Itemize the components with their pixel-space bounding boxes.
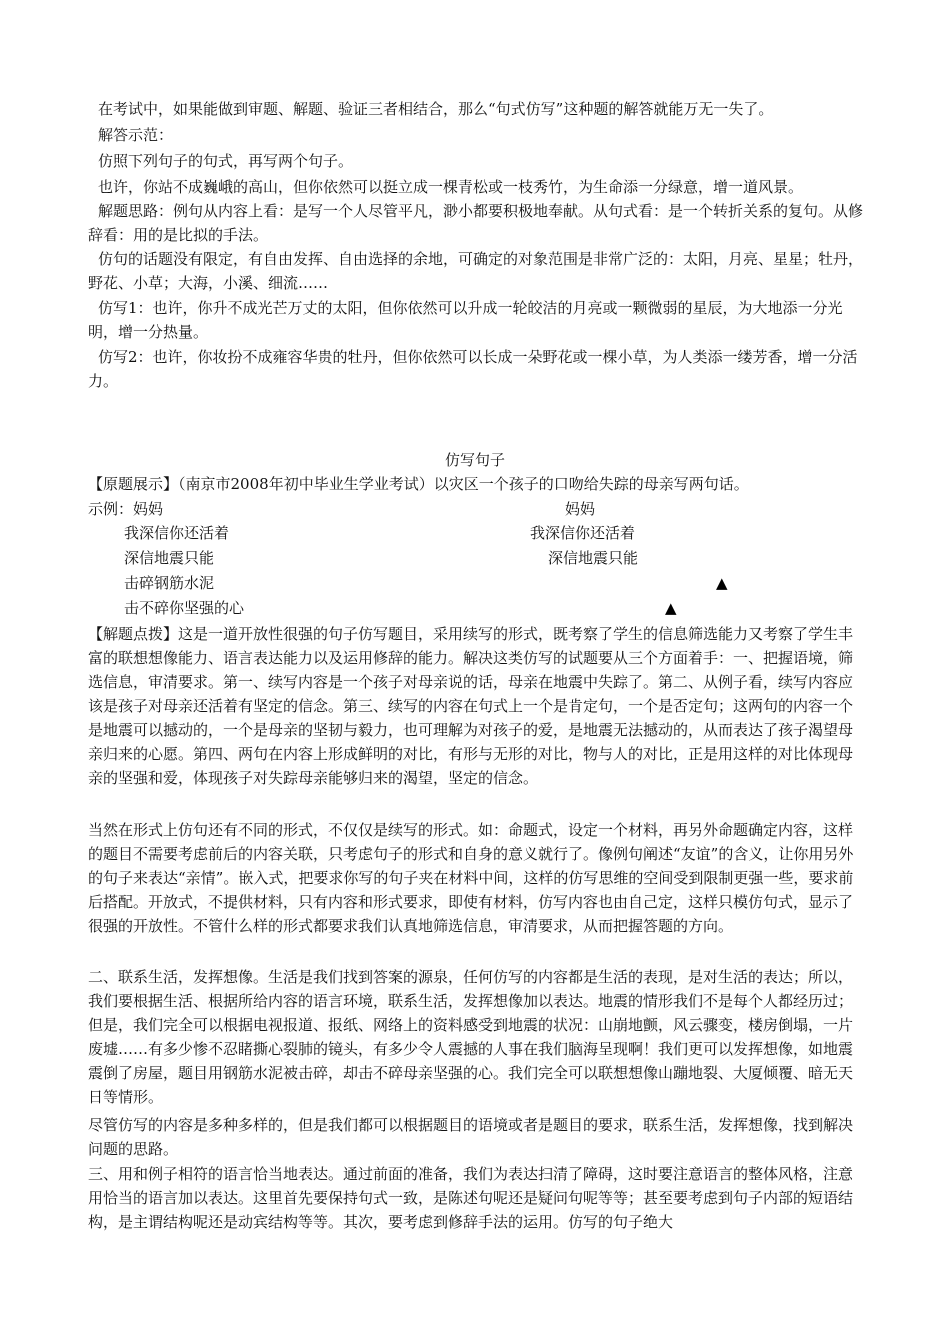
triangle-marker-1: ▲ <box>716 574 728 592</box>
original-text: （南京市2008年初中毕业生学业考试）以灾区一个孩子的口吻给失踪的母亲写两句话。 <box>178 475 749 493</box>
example-label: 示例：妈妈 <box>88 500 164 518</box>
example-left-line-2: 深信地震只能 <box>124 549 215 567</box>
paragraph-exam-tip: 在考试中，如果能做到审题、解题、验证三者相结合，那么“句式仿写”这种题的解答就能万无一失了。 <box>98 100 774 118</box>
analysis-heading: 【解题点拨】 <box>88 625 179 643</box>
paragraph-solution-idea: 解题思路：例句从内容上看：是写一个人尽管平凡，渺小都要积极地奉献。从句式看：是一个转折关系的复句。从修辞看：用的是比拟的手法。 <box>88 202 864 244</box>
example-right-line-3: 深信地震只能 <box>548 549 639 567</box>
analysis-paragraph-2: 当然在形式上仿句还有不同的形式，不仅仅是续写的形式。如：命题式，设定一个材料，再另外命题确定内容，这样的题目不需要考虑前后的内容关联，只考虑句子的形式和自身的意义就行了。像例句阐述“友谊”的含义，让你用另外的句子来表达“亲情”。嵌入式，把要求你写的句子夹在材料中间，这样的仿写思维的空间受到限制更强一些，要求前后搭配。开放式，不提供材料，只有内容和形式要求，即使有材料，仿写内容也由自己定，这样只模仿句式，显示了很强的开放性。不管什么样的形式都要求我们认真地筛选信息，审清要求，从而把握答题的方向。 <box>88 821 854 935</box>
section-title: 仿写句子 <box>444 451 505 469</box>
example-left-line-1: 我深信你还活着 <box>124 524 230 542</box>
paragraph-imitation-1: 仿写1：也许，你升不成光芒万丈的太阳，但你依然可以升成一轮皎洁的月亮或一颗微弱的星辰，为大地添一分光明，增一分热量。 <box>88 299 843 341</box>
paragraph-topic-scope: 仿句的话题没有限定，有自由发挥、自由选择的余地，可确定的对象范围是非常广泛的：太阳，月亮、星星；牡丹，野花、小草；大海，小溪、细流…… <box>88 250 864 292</box>
paragraph-demo-label: 解答示范： <box>98 126 174 144</box>
triangle-marker-2: ▲ <box>665 599 677 617</box>
original-heading: 【原题展示】 <box>88 475 179 493</box>
analysis-paragraph-5: 三、用和例子相符的语言恰当地表达。通过前面的准备，我们为表达扫清了障碍，这时要注意语言的整体风格，注意用恰当的语言加以表达。这里首先要保持句式一致，是陈述句呢还是疑问句呢等等；甚至要考虑到句子内部的短语结构，是主谓结构呢还是动宾结构等等。其次，要考虑到修辞手法的运用。仿写的句子绝大 <box>88 1165 854 1231</box>
paragraph-task: 仿照下列句子的句式，再写两个句子。 <box>98 152 354 170</box>
original-question <box>88 472 866 496</box>
example-right-line-2: 我深信你还活着 <box>530 524 636 542</box>
analysis-paragraph-3: 二、联系生活，发挥想像。生活是我们找到答案的源泉，任何仿写的内容都是生活的表现，是对生活的表达；所以，我们要根据生活、根据所给内容的语言环境，联系生活，发挥想像加以表达。地震的情形我们不是每个人都经历过；但是，我们完全可以根据电视报道、报纸、网络上的资料感受到地震的状况：山崩地颤，风云骤变，楼房倒塌，一片废墟……有多少惨不忍睹撕心裂肺的镜头，有多少令人震撼的人事在我们脑海呈现啊！我们更可以发挥想像，如地震震倒了房屋，题目用钢筋水泥被击碎，却击不碎母亲坚强的心。我们完全可以联想想像山蹦地裂、大厦倾覆、暗无天日等情形。 <box>88 968 854 1106</box>
analysis-text-1: 这是一道开放性很强的句子仿写题目，采用续写的形式，既考察了学生的信息筛选能力又考察了学生丰富的联想想像能力、语言表达能力以及运用修辞的能力。解决这类仿写的试题要从三个方面着手：一、把握语境，筛选信息，审清要求。第一、续写内容是一个孩子对母亲说的话，母亲在地震中失踪了。第二、从例子看，续写内容应该是孩子对母亲还活着有坚定的信念。第三、续写的内容在句式上一个是肯定句，一个是否定句；这两句的内容一个是地震可以撼动的，一个是母亲的坚韧与毅力，也可理解为对孩子的爱，是地震无法撼动的，从而表达了孩子渴望母亲归来的心愿。第四、两句在内容上形成鲜明的对比，有形与无形的对比，物与人的对比，正是用这样的对比体现母亲的坚强和爱，体现孩子对失踪母亲能够归来的渴望，坚定的信念。 <box>88 625 854 787</box>
paragraph-imitation-2: 仿写2：也许，你妆扮不成雍容华贵的牡丹，但你依然可以长成一朵野花或一棵小草，为人类添一缕芳香，增一分活力。 <box>88 348 858 390</box>
analysis-paragraph-1 <box>88 622 866 790</box>
example-left-line-4: 击不碎你坚强的心 <box>124 599 245 617</box>
example-left-line-3: 击碎钢筋水泥 <box>124 574 215 592</box>
analysis-paragraph-4: 尽管仿写的内容是多种多样的，但是我们都可以根据题目的语境或者是题目的要求，联系生活，发挥想像，找到解决问题的思路。 <box>88 1116 854 1158</box>
example-right-line-1: 妈妈 <box>565 500 596 518</box>
paragraph-example-sentence: 也许，你站不成巍峨的高山，但你依然可以挺立成一棵青松或一枝秀竹，为生命添一分绿意，增一道风景。 <box>98 178 804 196</box>
